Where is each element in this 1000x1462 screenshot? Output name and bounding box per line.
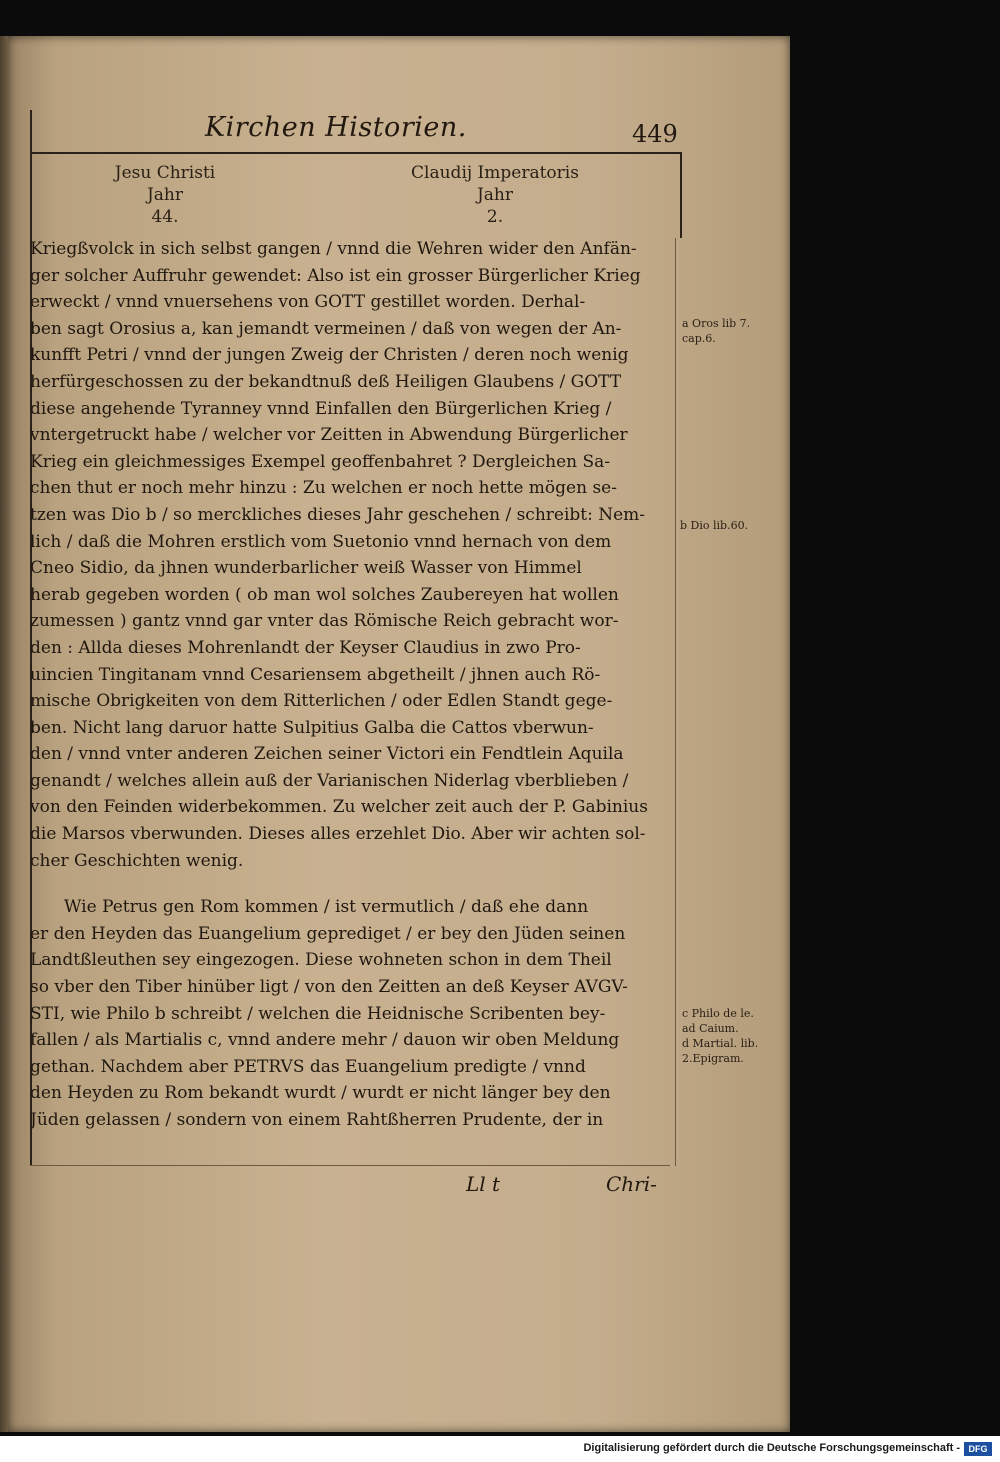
col-left-line-3: 44.: [151, 207, 179, 227]
col-right-line-2: Jahr: [476, 185, 514, 205]
note-c-line-4: 2.Epigram.: [682, 1052, 744, 1065]
note-c-line-3: d Martial. lib.: [682, 1037, 759, 1050]
text-line: uincien Tingitanam vnnd Cesariensem abgetheilt / jhnen auch Rö-: [30, 664, 601, 685]
text-line: Cneo Sidio, da jhnen wunderbarlicher weiß Wasser von Himmel: [30, 558, 582, 579]
paragraph-2: [30, 894, 674, 1133]
text-line: ben sagt Orosius a, kan jemandt vermeinen / daß von wegen der An-: [30, 318, 622, 339]
text-line: von den Feinden widerbekommen. Zu welcher zeit auch der P. Gabinius: [30, 797, 648, 818]
margin-rule-vertical: [675, 238, 676, 1166]
year-column-left: [110, 162, 220, 228]
body-text: [30, 236, 674, 1134]
signature-mark: Ll t: [466, 1172, 501, 1196]
text-line: lich / daß die Mohren erstlich vom Suetonio vnnd hernach von dem: [30, 531, 612, 552]
note-a-line-2: cap.6.: [682, 332, 716, 345]
text-line: die Marsos vberwunden. Dieses alles erzehlet Dio. Aber wir achten sol-: [30, 824, 646, 845]
text-line: Landtßleuthen sey eingezogen. Diese wohneten schon in dem Theil: [30, 950, 612, 971]
paragraph-gap: [30, 874, 674, 894]
text-line: Wie Petrus gen Rom kommen / ist vermutlich / daß ehe dann: [64, 897, 589, 918]
text-line: herfürgeschossen zu der bekandtnuß deß Heiligen Glaubens / GOTT: [30, 371, 622, 392]
page-number: 449: [632, 120, 678, 148]
running-title: Kirchen Historien.: [205, 112, 467, 143]
text-line: ger solcher Auffruhr gewendet: Also ist ein grosser Bürgerlicher Krieg: [30, 265, 641, 286]
text-line: so vber den Tiber hinüber ligt / von den Zeitten an deß Keyser AVGV-: [30, 977, 628, 998]
text-line: chen thut er noch mehr hinzu : Zu welchen er noch hette mögen se-: [30, 478, 617, 499]
catchword: Chri-: [606, 1172, 657, 1196]
text-line: vntergetruckt habe / welcher vor Zeitten in Abwendung Bürgerlicher: [30, 425, 628, 446]
note-c-line-2: ad Caium.: [682, 1022, 739, 1035]
text-line: den : Allda dieses Mohrenlandt der Keyser Claudius in zwo Pro-: [30, 637, 581, 658]
footer-rule: [30, 1165, 670, 1166]
text-line: er den Heyden das Euangelium geprediget / er bey den Jüden seinen: [30, 923, 626, 944]
margin-note-a: [682, 316, 782, 346]
note-b-line-1: b Dio lib.60.: [680, 519, 749, 532]
text-line: den Heyden zu Rom bekandt wurdt / wurdt er nicht länger bey den: [30, 1083, 611, 1104]
text-line: erweckt / vnnd vnuersehens von GOTT gestillet worden. Derhal-: [30, 292, 586, 313]
text-line: Krieg ein gleichmessiges Exempel geoffenbahret ? Dergleichen Sa-: [30, 451, 611, 472]
header-rule-right-vertical: [680, 152, 682, 238]
dfg-logo-icon: DFG: [964, 1442, 992, 1456]
margin-note-b: [680, 518, 780, 533]
header-rule-top: [30, 152, 682, 154]
text-line: STI, wie Philo b schreibt / welchen die Heidnische Scribenten bey-: [30, 1003, 606, 1024]
text-line: den / vnnd vnter anderen Zeichen seiner Victori ein Fendtlein Aquila: [30, 744, 624, 765]
text-line: mische Obrigkeiten von dem Ritterlichen / oder Edlen Standt gege-: [30, 691, 613, 712]
text-line: Kriegßvolck in sich selbst gangen / vnnd die Wehren wider den Anfän-: [30, 239, 637, 259]
text-line: tzen was Dio b / so merckliches dieses Jahr geschehen / schreibt: Nem-: [30, 504, 646, 525]
text-line: cher Geschichten wenig.: [30, 850, 244, 871]
col-left-line-2: Jahr: [146, 185, 184, 205]
col-right-line-3: 2.: [486, 207, 504, 227]
col-left-line-1: Jesu Christi: [114, 163, 216, 183]
text-line: zumessen ) gantz vnnd gar vnter das Römische Reich gebracht wor-: [30, 611, 619, 632]
text-line: Jüden gelassen / sondern von einem Rahtßherren Prudente, der in: [30, 1110, 604, 1130]
text-line: gethan. Nachdem aber PETRVS das Euangelium predigte / vnnd: [30, 1056, 586, 1077]
year-column-right: [395, 162, 595, 228]
text-line: ben. Nicht lang daruor hatte Sulpitius Galba die Cattos vberwun-: [30, 717, 594, 738]
text-line: herab gegeben worden ( ob man wol solches Zaubereyen hat wollen: [30, 584, 619, 605]
margin-note-c: [682, 1006, 782, 1066]
note-a-line-1: a Oros lib 7.: [682, 317, 751, 330]
col-right-line-1: Claudij Imperatoris: [411, 163, 579, 183]
footer-credit: Digitalisierung gefördert durch die Deutsche Forschungsgemeinschaft -: [583, 1442, 960, 1454]
text-line: kunfft Petri / vnnd der jungen Zweig der Christen / deren noch wenig: [30, 345, 629, 366]
text-line: diese angehende Tyranney vnnd Einfallen den Bürgerlichen Krieg /: [30, 398, 612, 419]
footer-bar: [0, 1436, 1000, 1462]
paragraph-1: [30, 236, 674, 874]
note-c-line-1: c Philo de le.: [682, 1007, 754, 1020]
text-line: fallen / als Martialis c, vnnd andere mehr / dauon wir oben Meldung: [30, 1030, 620, 1051]
text-line: genandt / welches allein auß der Varianischen Niderlag vberblieben /: [30, 770, 629, 791]
